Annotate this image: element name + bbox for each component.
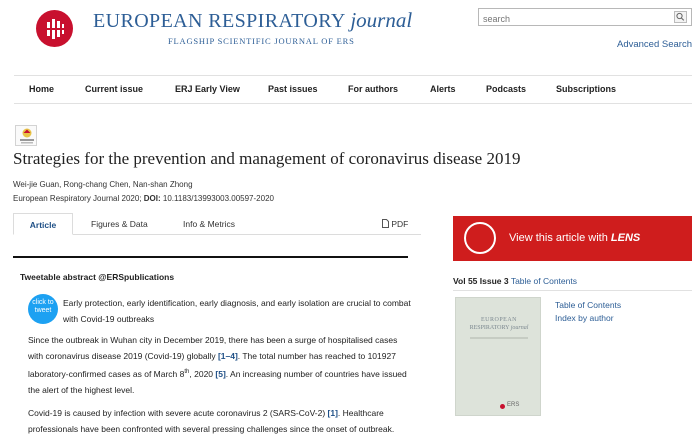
article-authors[interactable]: Wei-jie Guan, Rong-chang Chen, Nan-shan Zhong <box>13 180 193 189</box>
ref-5-link[interactable]: [5] <box>215 368 226 379</box>
cover-ers-label: ERS <box>507 402 520 408</box>
lens-text-main: View this article with <box>509 232 611 244</box>
ref-1-link[interactable]: [1] <box>327 408 338 418</box>
lens-ring-icon <box>464 222 496 254</box>
citation-doi[interactable]: 10.1183/13993003.00597-2020 <box>162 194 274 203</box>
tab-pdf[interactable] <box>382 213 408 235</box>
nav-current-issue[interactable]: Current issue <box>85 84 144 94</box>
tweet-divider <box>13 256 408 258</box>
lens-brand: LENS <box>610 232 641 244</box>
article-citation <box>13 194 274 203</box>
cover-ers-dot-icon <box>500 404 505 409</box>
p1-superscript: th <box>184 369 190 375</box>
body-paragraph-2 <box>28 405 413 434</box>
ers-logo-icon[interactable] <box>36 10 73 47</box>
lens-banner[interactable] <box>453 216 692 261</box>
pdf-label: PDF <box>391 219 409 229</box>
nav-podcasts[interactable]: Podcasts <box>486 84 527 94</box>
tab-article[interactable]: Article <box>13 213 73 235</box>
advanced-search-link[interactable]: Advanced Search <box>617 39 692 50</box>
p1-text-c: , 2020 <box>189 368 216 379</box>
main-nav <box>14 75 692 104</box>
journal-tagline: FLAGSHIP SCIENTIFIC JOURNAL OF ERS <box>168 36 355 46</box>
p1-text-b: . The total number has reached to 101927 laboratory-confirmed cases as of March 8 <box>28 351 396 379</box>
search-input[interactable] <box>479 11 669 27</box>
sidebar-divider <box>453 290 692 291</box>
citation-journal: European Respiratory Journal 2020; <box>13 194 142 203</box>
pdf-icon <box>382 219 389 228</box>
check-for-updates-icon[interactable] <box>15 125 37 146</box>
tab-info-metrics[interactable]: Info & Metrics <box>183 219 235 229</box>
nav-subscriptions[interactable]: Subscriptions <box>556 84 617 94</box>
ref-1-4-link[interactable]: [1–4] <box>217 351 238 361</box>
citation-doi-label: DOI: <box>143 194 161 203</box>
nav-early-view[interactable]: ERJ Early View <box>175 84 240 94</box>
nav-alerts[interactable]: Alerts <box>430 84 456 94</box>
p1-text-d: . An increasing number of countries have issued the alert of the highest level. <box>28 368 407 395</box>
cover-title-line1: EUROPEAN <box>480 317 517 323</box>
table-of-contents-link[interactable]: Table of Contents <box>555 300 622 310</box>
tweetable-heading: Tweetable abstract @ERSpublications <box>20 272 175 282</box>
click-to-tweet-button[interactable]: click to tweet <box>28 294 58 324</box>
tab-figures-data[interactable]: Figures & Data <box>91 219 148 229</box>
journal-name-text: EUROPEAN RESPIRATORY <box>93 10 345 32</box>
issue-cover-image[interactable] <box>455 297 541 416</box>
cover-rule <box>470 337 528 339</box>
body-paragraph-1 <box>28 332 413 398</box>
volume-info <box>453 276 577 286</box>
p2-text-a: Covid-19 is caused by infection with severe acute coronavirus 2 (SARS-CoV-2) <box>28 408 328 418</box>
tweet-text: Early protection, early identification, early diagnosis, and early isolation are crucial to combat with Covid-19 outbreaks <box>63 298 411 324</box>
journal-word: journal <box>350 8 413 32</box>
nav-past-issues[interactable]: Past issues <box>268 84 318 94</box>
article-title: Strategies for the prevention and management of coronavirus disease 2019 <box>13 149 521 168</box>
toc-inline-link[interactable]: Table of Contents <box>510 276 577 286</box>
p1-text-a: Since the outbreak in Wuhan city in December 2019, there has been a surge of hospitalised cases with coronavirus disease 2019 (Covid-19) globally <box>28 335 398 361</box>
cover-title-journal: journal <box>510 325 529 331</box>
volume-label: Vol 55 Issue 3 <box>453 276 509 286</box>
article-tabs <box>13 213 421 235</box>
journal-name[interactable] <box>93 8 412 33</box>
nav-home[interactable]: Home <box>29 84 55 94</box>
nav-for-authors[interactable]: For authors <box>348 84 399 94</box>
cover-title-line2 <box>456 325 542 331</box>
p2-text-b: . Healthcare professionals have been confronted with several pressing challenges since the onset of outbreak. <box>28 408 395 434</box>
search-box[interactable] <box>478 8 692 26</box>
index-by-author-link[interactable]: Index by author <box>555 313 614 323</box>
cover-title-word: RESPIRATORY <box>469 325 511 331</box>
search-icon[interactable] <box>674 11 687 23</box>
lens-text <box>509 232 640 244</box>
